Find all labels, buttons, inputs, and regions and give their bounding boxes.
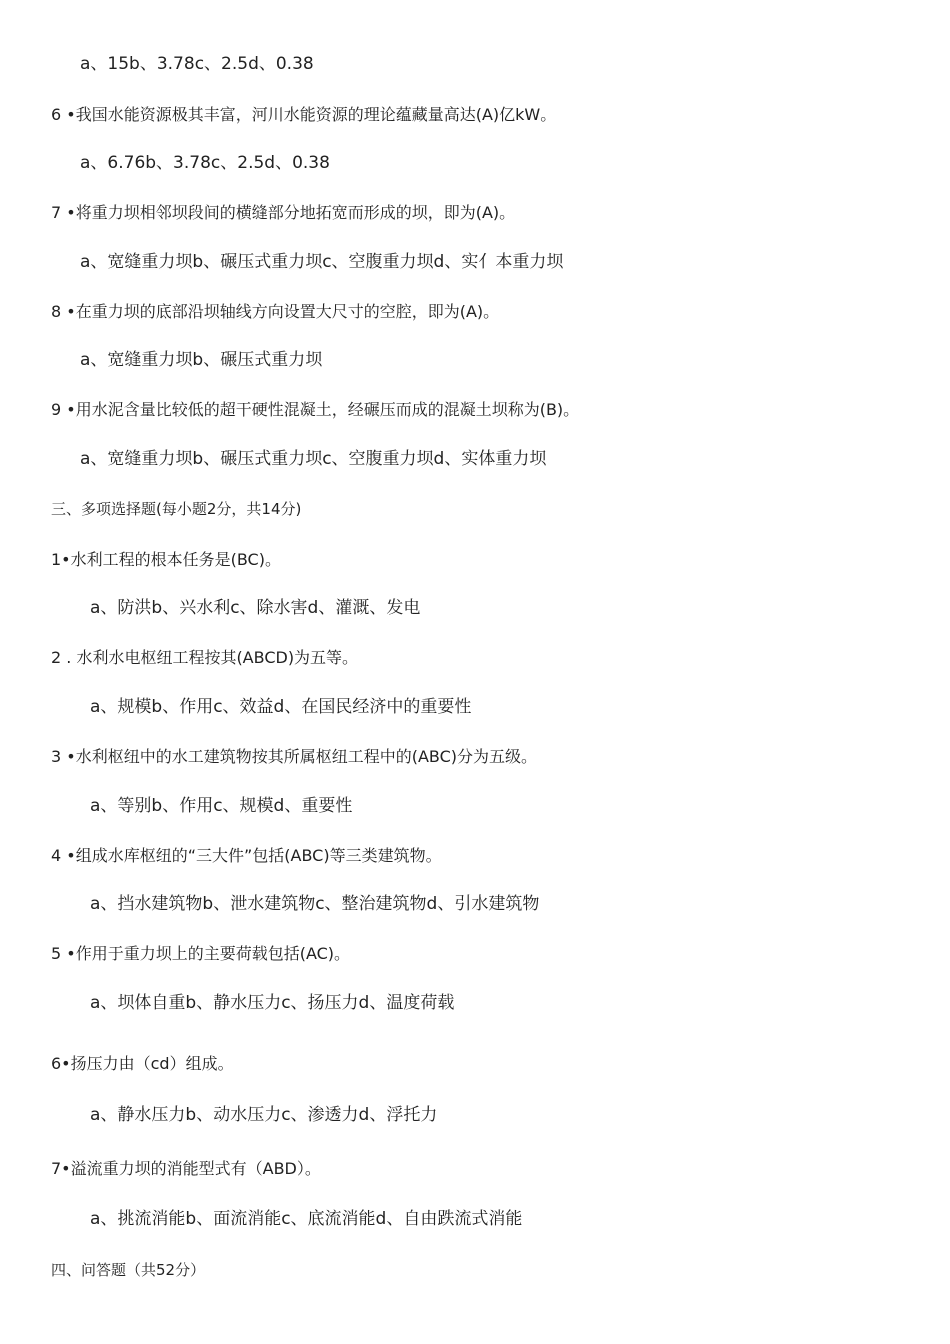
question-line: 8 •在重力坝的底部沿坝轴线方向设置大尺寸的空腔，即为(A)。 xyxy=(51,302,500,321)
option-line: a、15b、3.78c、2.5d、0.38 xyxy=(80,54,314,74)
question-line: 9 •用水泥含量比较低的超干硬性混凝土，经碾压而成的混凝土坝称为(B)。 xyxy=(51,400,580,419)
option-line: a、防洪b、兴水利c、除水害d、灌溉、发电 xyxy=(90,598,421,618)
question-line: 7 •将重力坝相邻坝段间的横缝部分地拓宽而形成的坝，即为(A)。 xyxy=(51,203,516,222)
question-line: 3 •水利枢纽中的水工建筑物按其所属枢纽工程中的(ABC)分为五级。 xyxy=(51,747,538,766)
option-line: a、6.76b、3.78c、2.5d、0.38 xyxy=(80,153,330,173)
option-line: a、宽缝重力坝b、碾压式重力坝c、空腹重力坝d、实亻本重力坝 xyxy=(80,252,564,272)
option-line: a、坝体自重b、静水压力c、扬压力d、温度荷载 xyxy=(90,993,455,1013)
question-line: 5 •作用于重力坝上的主要荷载包括(AC)。 xyxy=(51,944,351,963)
question-line: 6 •我国水能资源极其丰富，河川水能资源的理论蕴藏量高达(A)亿kW。 xyxy=(51,105,557,124)
option-line: a、等别b、作用c、规模d、重要性 xyxy=(90,796,353,816)
option-line: a、宽缝重力坝b、碾压式重力坝c、空腹重力坝d、实体重力坝 xyxy=(80,449,547,469)
question-line: 6•扬压力由（cd）组成。 xyxy=(51,1054,234,1073)
section-heading: 四、问答题（共52分） xyxy=(51,1261,206,1279)
option-line: a、规模b、作用c、效益d、在国民经济中的重要性 xyxy=(90,697,472,717)
question-line: 4 •组成水库枢纽的“三大件”包括(ABC)等三类建筑物。 xyxy=(51,846,442,865)
question-line: 7•溢流重力坝的消能型式有（ABD）。 xyxy=(51,1159,321,1178)
section-heading: 三、多项选择题(每小题2分，共14分) xyxy=(51,500,302,518)
question-line: 1•水利工程的根本任务是(BC)。 xyxy=(51,550,281,569)
option-line: a、静水压力b、动水压力c、渗透力d、浮托力 xyxy=(90,1105,438,1125)
question-line: 2 . 水利水电枢纽工程按其(ABCD)为五等。 xyxy=(51,648,359,667)
option-line: a、挡水建筑物b、泄水建筑物c、整治建筑物d、引水建筑物 xyxy=(90,894,540,914)
option-line: a、挑流消能b、面流消能c、底流消能d、自由跌流式消能 xyxy=(90,1209,523,1229)
option-line: a、宽缝重力坝b、碾压式重力坝 xyxy=(80,350,323,370)
